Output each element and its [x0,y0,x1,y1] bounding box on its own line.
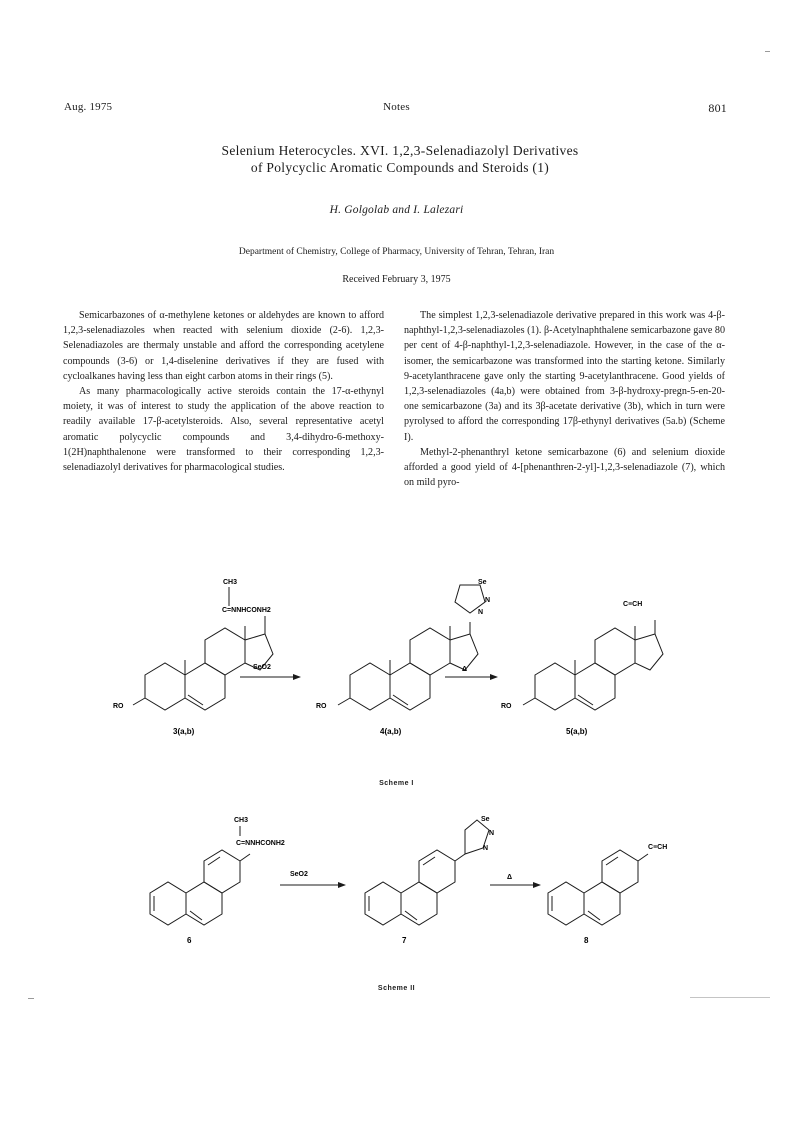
n-label: N [485,597,491,604]
compound-6-structure [150,817,285,925]
ch3-label: CH3 [234,817,249,824]
compound-5-structure [501,601,663,710]
heat-label: Δ [462,666,468,673]
compound-8-label: 8 [584,936,589,945]
compound-7-structure [365,816,494,925]
compound-4-structure [316,579,490,710]
article-title [120,142,680,176]
ch3-label: CH3 [223,579,238,586]
scan-mark [690,997,770,998]
scheme-2-diagram [0,800,793,1000]
title-line-1: Selenium Heterocycles. XVI. 1,2,3-Selenadiazolyl Derivatives [221,143,579,158]
reagent-label: SeO2 [253,664,271,671]
n-label: N [489,830,495,837]
body-column-right [404,308,725,490]
compound-8-structure [548,844,667,925]
n-label: N [483,845,489,852]
paragraph: As many pharmacologically active steroids contain the 17-α-ethynyl moiety, it was of interest to study the application of the above reaction to readily available 17-β-acetylsteroids. Also, several representative acetyl aromatic polycyclic compounds and 3,4-dihydro-6-methoxy-1(2H)naphthalenone were transformed to their corresponding 1,2,3-selenadiazolyl derivatives for pharmacological studies. [63,386,384,474]
compound-5-label: 5(a,b) [566,727,588,736]
scheme-1-diagram [0,560,793,800]
scan-mark [28,998,34,999]
ro-label: RO [316,703,327,710]
compound-3-label: 3(a,b) [173,727,195,736]
ethynyl-label: C≡CH [623,601,643,608]
page-number: 801 [708,101,727,115]
compound-4-label: 4(a,b) [380,727,402,736]
se-label: Se [481,816,490,823]
reagent-label: SeO2 [290,871,308,878]
se-label: Se [478,579,487,586]
authors: H. Golgolab and I. Lalezari [329,204,464,216]
scheme-2-label: Scheme II [377,985,416,992]
received-date: Received February 3, 1975 [342,274,451,285]
ro-label: RO [501,703,512,710]
ethynyl-label: C≡CH [648,844,668,851]
n-label: N [478,609,484,616]
scheme-1-label: Scheme I [379,780,414,787]
body-column-left [63,308,384,475]
ro-label: RO [113,703,124,710]
paragraph: Methyl-2-phenanthryl ketone semicarbazone (6) and selenium dioxide afforded a good yield of 4-[phenanthren-2-yl]-1,2,3-selenadiazole (7), which on mild pyro- [404,446,725,489]
paragraph: The simplest 1,2,3-selenadiazole derivative prepared in this work was 4-β-naphthyl-1,2,3-selenadiazoles (1). β-Acetylnaphthalene semicarbazone gave 80 per cent of 4-β-naphthyl-1,2,3-selenadiazole. However, in the case of the α-isomer, the semicarbazone was transformed into the starting ketone. Similarly 9-acetylanthracene gave only the starting 9-acetylanthracene. Good yields of 1,2,3-selenadiazoles (4a,b) were obtained from 3-β-hydroxy-pregn-5-en-20-one semicarbazone (3a) and its 3β-acetate derivative (3b), which in turn were pyrolysed to afford the corresponding 17β-ethynyl derivatives (5a.b) (Scheme I). [404,310,725,443]
scan-mark [765,51,770,52]
header-date: Aug. 1975 [64,101,113,113]
compound-3-structure [113,579,273,710]
substituent-label: C=NNHCONH2 [236,840,285,847]
compound-7-label: 7 [402,936,407,945]
header-section: Notes [383,101,410,113]
compound-6-label: 6 [187,936,192,945]
heat-label: Δ [507,874,513,881]
substituent-label: C=NNHCONH2 [222,607,271,614]
title-line-2: of Polycyclic Aromatic Compounds and Steroids (1) [250,160,550,175]
affiliation: Department of Chemistry, College of Pharmacy, University of Tehran, Tehran, Iran [238,247,555,257]
paragraph: Semicarbazones of α-methylene ketones or aldehydes are known to afford 1,2,3-selenadiazoles when reacted with selenium dioxide (2-6). 1,2,3-Selenadiazoles are thermaly unstable and afford the corresponding acetylene compounds (3-6) or 1,4-diselenine derivatives if they are fused with cycloalkanes having less than eight carbon atoms in their rings (5). [63,310,384,382]
